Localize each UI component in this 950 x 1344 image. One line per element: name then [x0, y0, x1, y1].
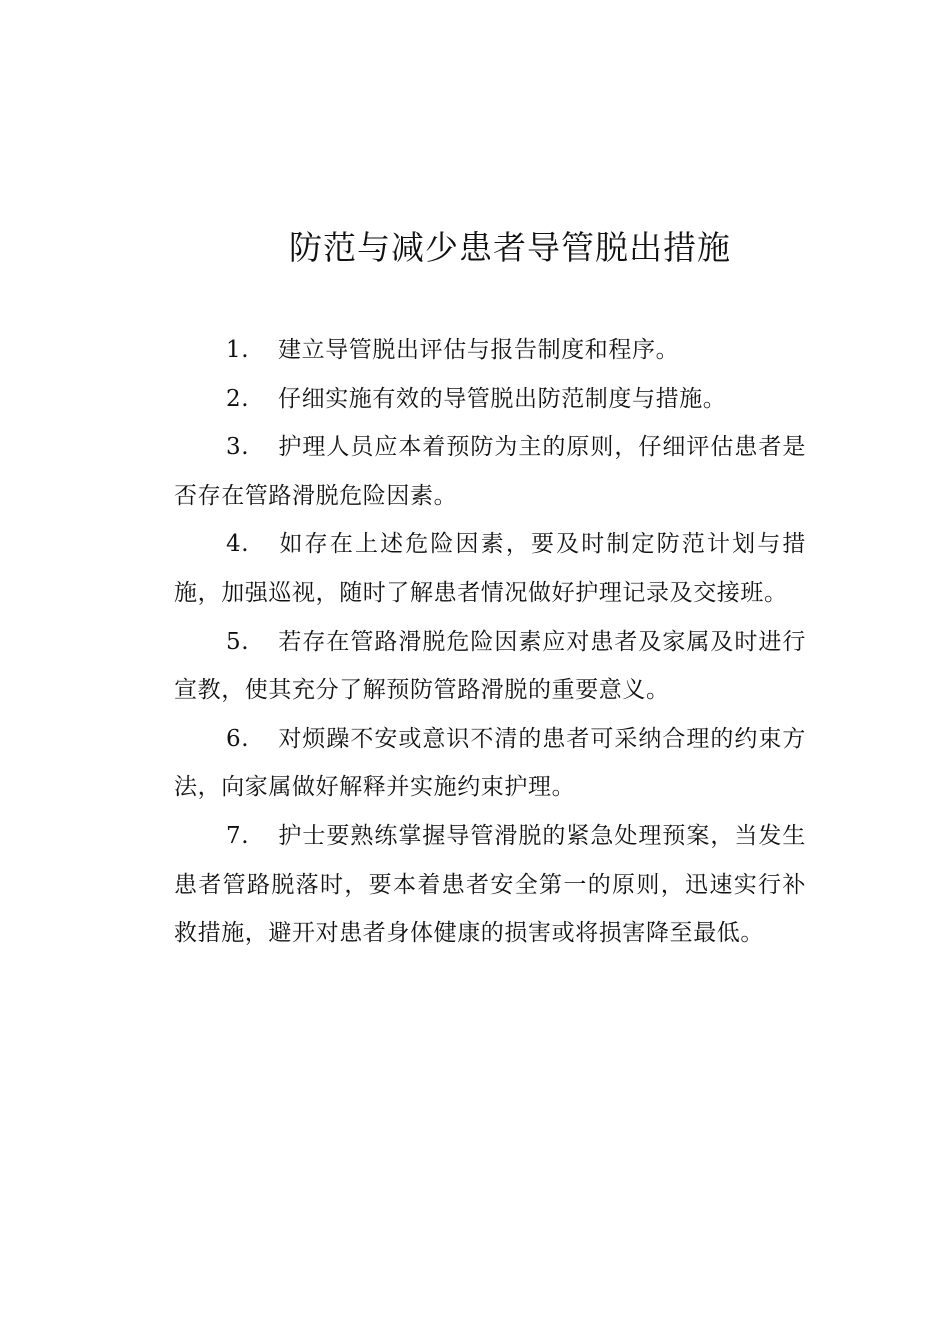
list-item	[174, 715, 806, 812]
item-text: 如存在上述危险因素，要及时制定防范计划与措施，加强巡视，随时了解患者情况做好护理记录及交接班。	[174, 531, 806, 606]
list-item	[174, 812, 806, 958]
list-item	[174, 618, 806, 715]
document-body	[174, 326, 806, 958]
item-number: 2.	[226, 385, 250, 412]
item-number: 3.	[226, 434, 250, 461]
item-number: 5.	[226, 628, 250, 655]
item-number: 4.	[226, 531, 250, 558]
item-text: 护理人员应本着预防为主的原则，仔细评估患者是否存在管路滑脱危险因素。	[174, 434, 806, 509]
item-text: 仔细实施有效的导管脱出防范制度与措施。	[278, 385, 727, 412]
list-item	[174, 520, 806, 617]
item-text: 对烦躁不安或意识不清的患者可采纳合理的约束方法，向家属做好解释并实施约束护理。	[174, 725, 806, 801]
item-text: 建立导管脱出评估与报告制度和程序。	[278, 337, 680, 363]
document-title: 防范与减少患者导管脱出措施	[289, 228, 731, 267]
item-number: 7.	[226, 822, 250, 849]
list-item	[174, 326, 806, 375]
list-item	[174, 375, 806, 424]
item-number: 1.	[226, 337, 250, 363]
item-text: 护士要熟练掌握导管滑脱的紧急处理预案，当发生患者管路脱落时，要本着患者安全第一的原则，迅速实行补救措施，避开对患者身体健康的损害或将损害降至最低。	[174, 822, 806, 947]
list-item	[174, 423, 806, 520]
item-text: 若存在管路滑脱危险因素应对患者及家属及时进行宣教，使其充分了解预防管路滑脱的重要意义。	[174, 628, 806, 704]
item-number: 6.	[226, 725, 250, 752]
